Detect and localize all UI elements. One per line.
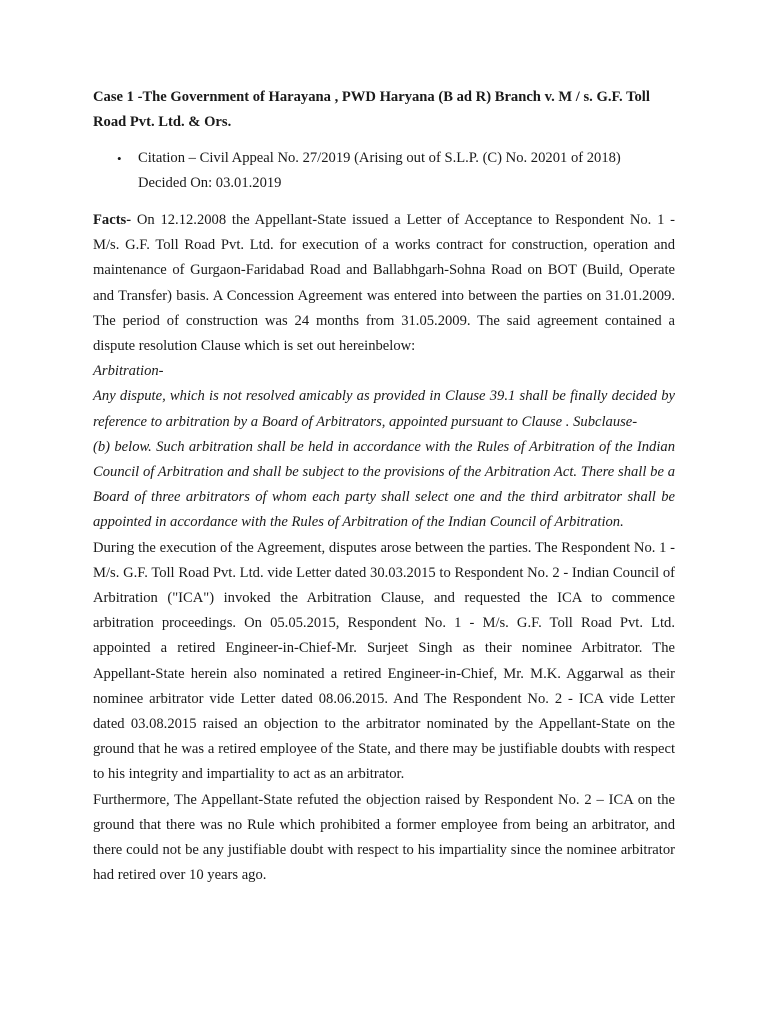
citation-text [138,146,677,196]
facts-paragraph [93,208,675,359]
facts-text: On 12.12.2008 the Appellant-State issued a Letter of Acceptance to Respondent No. 1 - M/s. G.F. Toll Road Pvt. Ltd. for execution of a works contract for construction, operation and maintenance of Gurgaon-Faridabad Road and Ballabhgarh-Sohna Road on BOT (Build, Operate and Transfer) basis. A Concession Agreement was entered into between the parties on 31.01.2009. The period of construction was 24 months from 31.05.2009. The said agreement contained a dispute resolution Clause which is set out hereinbelow: [93,212,675,355]
facts-label: Facts- [93,212,132,228]
citation-line: Citation – Civil Appeal No. 27/2019 (Arising out of S.L.P. (C) No. 20201 of 2018) [138,150,621,166]
clause-text-2: (b) below. Such arbitration shall be held in accordance with the Rules of Arbitration of the Indian Council of Arbitration and shall be subject to the provisions of the Arbitration Act. There shall be a Board of three arbitrators of whom each party shall select one and the third arbitrator shall be appointed in accordance with the Rules of Arbitration of the Indian Council of Arbitration. [93,438,675,531]
clause-heading: Arbitration- [93,363,164,380]
refutation-paragraph: Furthermore, The Appellant-State refuted the objection raised by Respondent No. 2 – ICA on the ground that there was no Rule which prohibited a former employee from being an arbitrator, and there could not be any justifiable doubt with respect to his impartiality since the nominee arbitrator had retired over 10 years ago. [93,791,675,884]
decided-on-line: Decided On: 03.01.2019 [138,175,282,191]
dispute-paragraph: During the execution of the Agreement, disputes arose between the parties. The Respondent No. 1 - M/s. G.F. Toll Road Pvt. Ltd. vide Letter dated 30.03.2015 to Respondent No. 2 - Indian Council of Arbitration ("ICA") invoked the Arbitration Clause, and requested the ICA to commence arbitration proceedings. On 05.05.2015, Respondent No. 1 - M/s. G.F. Toll Road Pvt. Ltd. appointed a retired Engineer-in-Chief-Mr. Surjeet Singh as their nominee Arbitrator. The Appellant-State herein also nominated a retired Engineer-in-Chief, Mr. M.K. Aggarwal as their nominee arbitrator vide Letter dated 08.06.2015. And The Respondent No. 2 - ICA vide Letter dated 03.08.2015 raised an objection to the arbitrator nominated by the Appellant-State on the ground that he was a retired employee of the State, and there may be justifiable doubts with respect to his integrity and impartiality to act as an arbitrator. [93,539,675,783]
case-title: Case 1 -The Government of Harayana , PWD Haryana (B ad R) Branch v. M / s. G.F. Toll Road Pvt. Ltd. & Ors. [93,89,650,130]
clause-text-1: Any dispute, which is not resolved amicably as provided in Clause 39.1 shall be finally decided by reference to arbitration by a Board of Arbitrators, appointed pursuant to Clause . Subclause- [93,388,675,430]
document-body [93,208,675,888]
citation-bullet-item [117,146,677,196]
bullet-icon: • [117,151,122,166]
